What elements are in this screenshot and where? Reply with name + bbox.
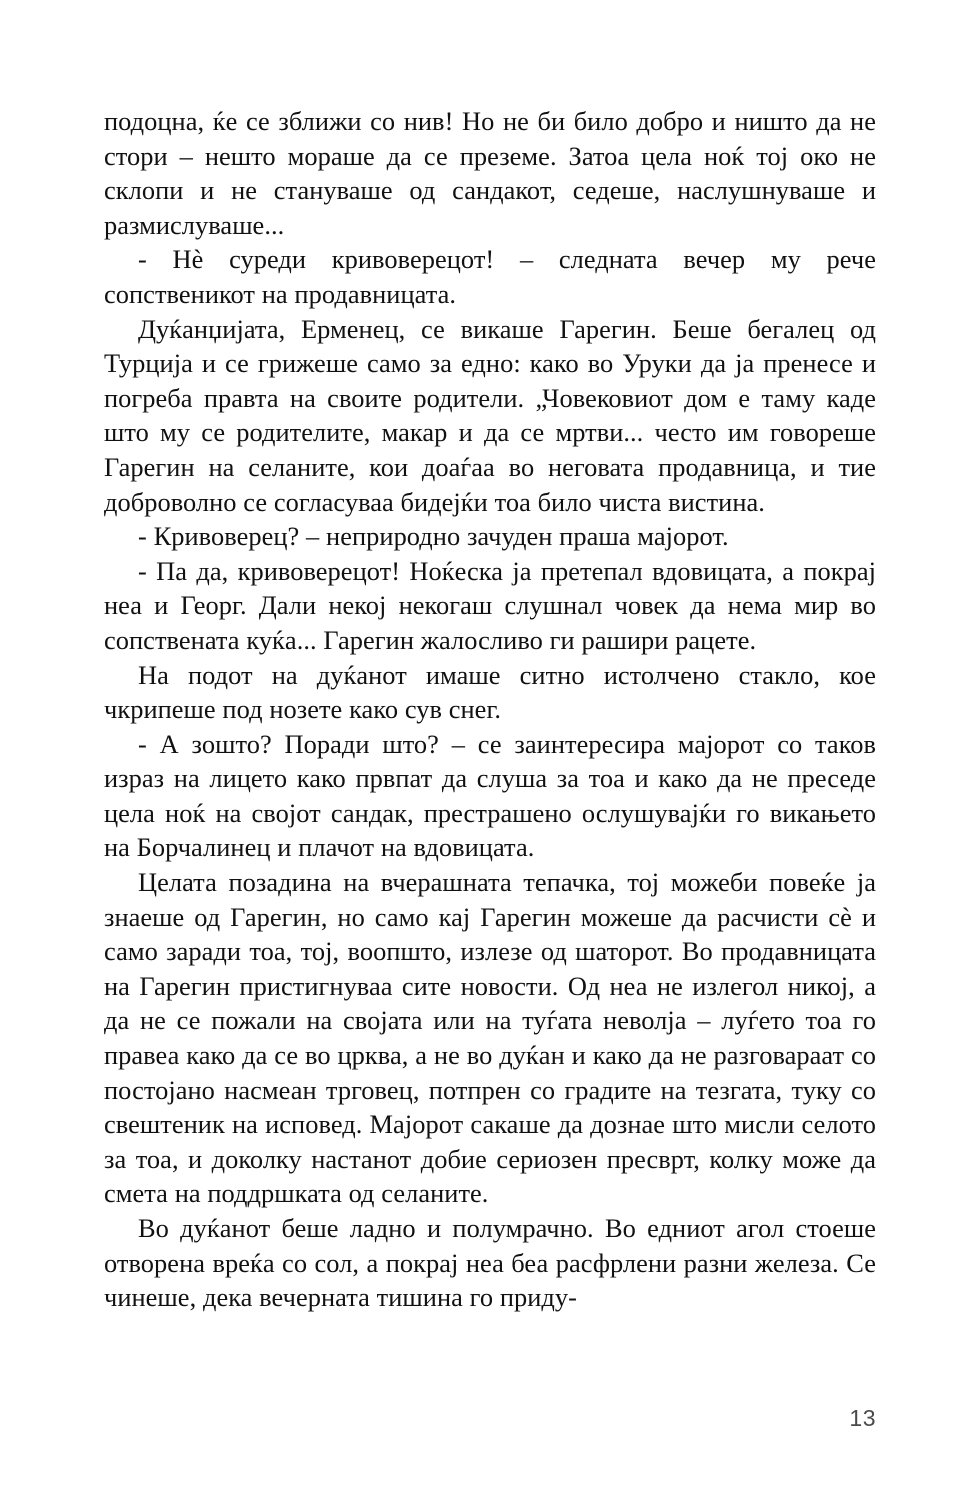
page-number: 13: [849, 1405, 876, 1431]
paragraph: - А зошто? Поради што? – се заинтересира мајорот со таков израз на лицето како првпат да слуша за тоа и како да не преседе цела ноќ на својот сандак, престрашено ослушувајќи го викањето на Борчалинец и плачот на вдовицата.: [104, 728, 876, 863]
paragraph: - Па да, кривоверецот! Ноќеска ја претепал вдовицата, а покрај неа и Георг. Дали некој некогаш слушнал човек да нема мир во сопствената куќа... Гарегин жалосливо ги рашири рацете.: [104, 555, 876, 655]
paragraph: - Кривоверец? – неприродно зачуден праша мајорот.: [138, 521, 729, 552]
paragraph: Целата позадина на вчерашната тепачка, тој можеби повеќе ја знаеше од Гарегин, но само кај Гарегин можеше да расчисти сѐ и само заради тоа, тој, воопшто, излезе од шаторот. Во продавницата на Гарегин пристигнуваа сите новости. Од неа не излегол никој, а да не се пожали на својата или на туѓата неволја – луѓето тоа го правеа како да се во црква, а не во дуќан и како да не разговараат со постојано насмеан трговец, потпрен со градите на тезгата, туку со свештеник на исповед. Мајорот сакаше да дознае што мисли селото за тоа, и доколку настанот добие сериозен пресврт, колку може да смета на поддршката од селаните.: [104, 867, 876, 1209]
paragraph: На подот на дуќанот имаше ситно истолчено стакло, кое чкрипеше под нозете како сув снег.: [104, 659, 876, 725]
body-text-block: [104, 104, 876, 1315]
paragraph: - Нѐ суреди кривоверецот! – следната вечер му рече сопственикот на продавницата.: [104, 244, 876, 309]
paragraph: Во дуќанот беше ладно и полумрачно. Во едниот агол стоеше отворена вреќа со сол, а покрај неа беа расфрлени разни железа. Се чинеше, дека вечерната тишина го приду-: [104, 1213, 876, 1313]
paragraph: Дуќанџијата, Ерменец, се викаше Гарегин. Беше бегалец од Турција и се грижеше само за едно: како во Уруки да ја пренесе и погреба правта на своите родители. „Човековиот дом е таму каде што му се родителите, макар и да се мртви... често им говореше Гарегин на селаните, кои доаѓаа во неговата продавница, и тие доброволно се согласуваа бидејќи тоа било чиста вистина.: [104, 313, 876, 517]
paragraph: подоцна, ќе се зближи со нив! Но не би било добро и ништо да не стори – нешто мораше да се преземе. Затоа цела ноќ тој око не склопи и не стануваше од сандакот, седеше, наслушнуваше и размислуваше...: [104, 106, 876, 240]
